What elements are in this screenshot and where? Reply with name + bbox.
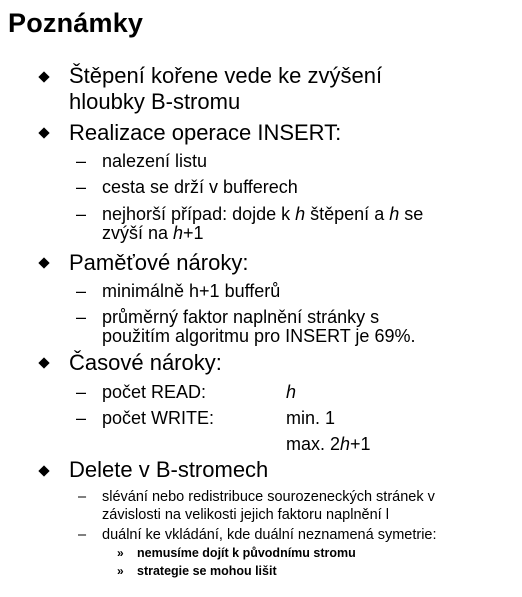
diamond-bullet-icon bbox=[38, 127, 49, 138]
worst-case-text: se bbox=[399, 204, 424, 224]
worst-case-text: +1 bbox=[183, 223, 204, 243]
raquo-marker: » bbox=[117, 564, 124, 578]
write-max-text: max. 2 bbox=[286, 434, 341, 454]
dash-marker: – bbox=[76, 204, 87, 224]
memory-item-min-buffers: minimálně h+1 bufferů bbox=[102, 281, 281, 301]
bullet-insert-label: Realizace operace INSERT: bbox=[69, 120, 342, 145]
delete-item-merge-line1: slévání nebo redistribuce sourozeneckých stránek v bbox=[102, 489, 435, 505]
worst-case-h: h bbox=[389, 204, 400, 224]
worst-case-h: h bbox=[173, 223, 184, 243]
bullet-delete-label: Delete v B-stromech bbox=[69, 457, 269, 482]
dash-marker: – bbox=[76, 281, 87, 301]
memory-item-fill-factor-line2: použitím algoritmu pro INSERT je 69%. bbox=[102, 326, 416, 346]
diamond-bullet-icon bbox=[38, 71, 49, 82]
delete-item-dual: duální ke vkládání, kde duální neznamená symetrie: bbox=[102, 527, 437, 543]
worst-case-text: štěpení a bbox=[305, 204, 390, 224]
dash-marker: – bbox=[76, 151, 87, 171]
worst-case-text: nejhorší případ: dojde k bbox=[102, 204, 296, 224]
dash-marker: – bbox=[76, 177, 87, 197]
time-write-max bbox=[286, 433, 371, 455]
diamond-bullet-icon bbox=[38, 465, 49, 476]
dash-marker: – bbox=[76, 382, 87, 402]
read-value-h: h bbox=[286, 382, 297, 402]
diamond-bullet-icon bbox=[38, 357, 49, 368]
delete-subitem-strategies: strategie se mohou lišit bbox=[137, 564, 277, 578]
raquo-marker: » bbox=[117, 546, 124, 560]
bullet-root-split-line1: Štěpení kořene vede ke zvýšení bbox=[69, 63, 383, 88]
write-max-text: +1 bbox=[350, 434, 371, 454]
dash-marker: – bbox=[78, 527, 87, 543]
bullet-root-split-line2: hloubky B-stromu bbox=[69, 89, 241, 114]
bullet-memory-label: Paměťové nároky: bbox=[69, 250, 249, 275]
dash-marker: – bbox=[78, 489, 87, 505]
write-max-h: h bbox=[340, 434, 351, 454]
time-read-value bbox=[286, 381, 296, 403]
delete-item-merge-line2: závislosti na velikosti jejich faktoru naplnění l bbox=[102, 507, 389, 523]
worst-case-text: zvýší na bbox=[102, 223, 174, 243]
memory-item-fill-factor-line1: průměrný faktor naplnění stránky s bbox=[102, 307, 380, 327]
time-write-label: počet WRITE: bbox=[102, 408, 215, 428]
time-write-min: min. 1 bbox=[286, 408, 336, 428]
delete-subitem-original-tree: nemusíme dojít k původnímu stromu bbox=[137, 546, 356, 560]
bullet-time-label: Časové nároky: bbox=[69, 350, 222, 375]
insert-item-buffer-path: cesta se drží v bufferech bbox=[102, 177, 298, 197]
diamond-bullet-icon bbox=[38, 257, 49, 268]
insert-item-find-leaf: nalezení listu bbox=[102, 151, 208, 171]
dash-marker: – bbox=[76, 408, 87, 428]
dash-marker: – bbox=[76, 307, 87, 327]
insert-item-worst-case-line2 bbox=[102, 222, 204, 244]
time-read-label: počet READ: bbox=[102, 382, 207, 402]
worst-case-h: h bbox=[295, 204, 306, 224]
page-title: Poznámky bbox=[8, 8, 144, 38]
